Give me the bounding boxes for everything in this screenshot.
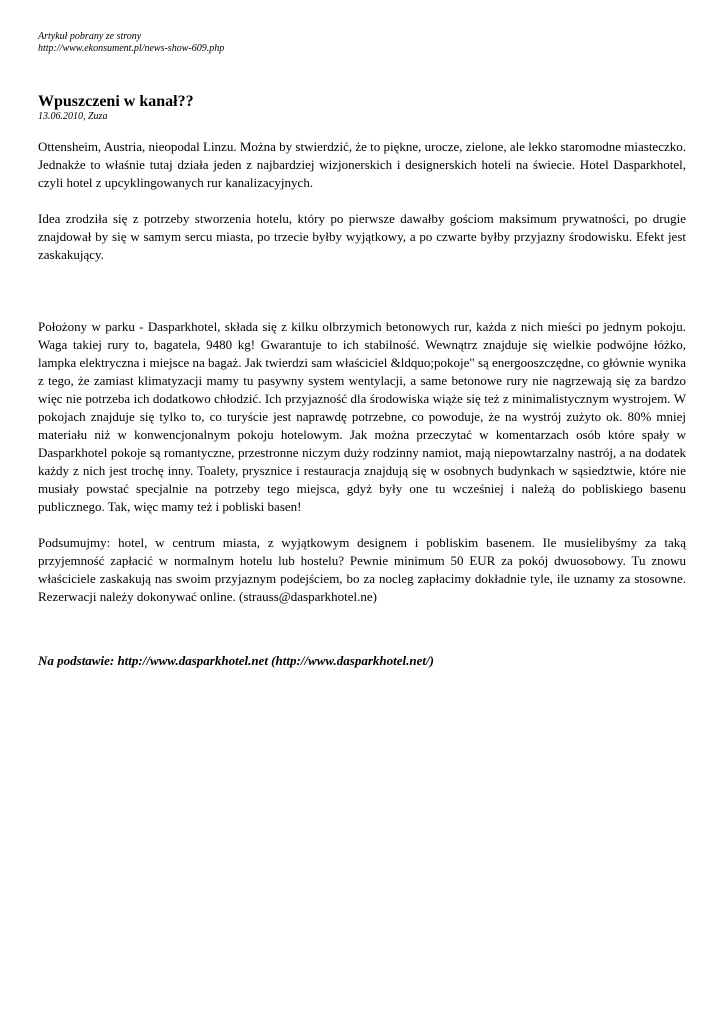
article-paragraph-2: Idea zrodziła się z potrzeby stworzenia hotelu, który po pierwsze dawałby gościom maksimum prywatności, po drugie znajdował by się w samym sercu miasta, po trzecie byłby wyjątkowy, a po czwarte byłby przyjazny środowisku. Efekt jest zaskakujący.	[38, 211, 686, 262]
source-url: http://www.ekonsument.pl/news-show-609.php	[38, 43, 225, 54]
article-title: Wpuszczeni w kanał??	[38, 93, 194, 110]
article-paragraph-1: Ottensheim, Austria, nieopodal Linzu. Można by stwierdzić, że to piękne, urocze, zielone, ale lekko staromodne miasteczko. Jednakże to właśnie tutaj działa jeden z najbardziej wizjonerskich i designerskich hoteli na świecie. Hotel Dasparkhotel, czyli hotel z upcyklingowanych rur kanalizacyjnych.	[38, 139, 686, 190]
article-meta: 13.06.2010, Zuza	[38, 111, 108, 122]
document-page	[38, 31, 686, 670]
article-paragraph-3: Położony w parku - Dasparkhotel, składa się z kilku olbrzymich betonowych rur, każda z nich mieści po jednym pokoju. Waga takiej rury to, bagatela, 9480 kg! Gwarantuje to ich stabilność. Wewnątrz znajduje się wielkie podwójne łóżko, lampka elektryczna i miejsce na bagaż. Jak twierdzi sam właściciel &ldquo;pokoje" są energooszczędne, co głównie wynika z tego, że zamiast klimatyzacji mamy tu pasywny system wentylacji, a same betonowe rury nie nagrzewają się za bardzo więc nie potrzeba ich dodatkowo chłodzić. Ich przyjazność dla środowiska wiąże się też z minimalistycznym wystrojem. W pokojach znajduje się tylko to, co turyście jest naprawdę potrzebne, co powoduje, że na wystrój zużyto ok. 80% mniej materiału niż w konwencjonalnym pokoju hotelowym. Jak można przeczytać w komentarzach osób które spały w Dasparkhotel pokoje są romantyczne, przestronne niczym duży rodzinny namiot, mają niepowtarzalny nastrój, a na dodatek każdy z nich jest trochę inny. Toalety, prysznice i restauracja znajdują się w osobnych budynkach w sąsiedztwie, które nie musiały powstać specjalnie na potrzeby tego miejsca, gdyż były one tu wcześniej i należą do pobliskiego basenu publicznego. Tak, więc mamy też i pobliski basen!	[38, 319, 686, 514]
article-paragraph-4: Podsumujmy: hotel, w centrum miasta, z wyjątkowym designem i pobliskim basenem. Ile musielibyśmy za taką przyjemność zapłacić w normalnym hotelu lub hostelu? Pewnie minimum 50 EUR za pokój dwuosobowy. Tu znowu właściciele zaskakują nas swoim przyjaznym podejściem, bo za nocleg zapłacimy dokładnie tyle, ile uznamy za stosowne. Rezerwacji należy dokonywać online. (strauss@dasparkhotel.ne)	[38, 535, 686, 604]
source-footer: Na podstawie: http://www.dasparkhotel.net (http://www.dasparkhotel.net/)	[38, 653, 434, 668]
source-label: Artykuł pobrany ze strony	[38, 31, 142, 42]
